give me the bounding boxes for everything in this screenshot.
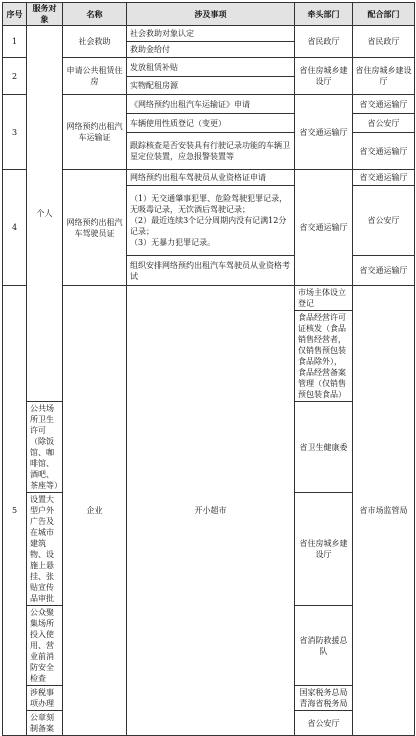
coop-cell: 省住房城乡建设厅	[353, 58, 415, 95]
coop-cell: 省交通运输厅	[353, 170, 415, 186]
target-cell: 个人	[27, 26, 63, 402]
header-cooperate: 配合部门	[353, 3, 415, 26]
coop-cell: 省公安厅	[353, 114, 415, 133]
target-cell: 企业	[63, 286, 127, 736]
coop-cell: 省交通运输厅	[353, 133, 415, 170]
table-row	[3, 286, 415, 311]
matter-cell: 组织安排网络预约出租汽车驾驶员从业资格考试	[127, 256, 295, 286]
table-row	[3, 26, 415, 42]
lead-cell: 省市场监管局	[353, 286, 415, 736]
lead-cell: 省民政厅	[295, 26, 353, 58]
coop-cell: 省住房城乡建设厅	[295, 493, 353, 606]
header-matters: 涉及事项	[127, 3, 295, 26]
header-name: 名称	[63, 3, 127, 26]
header-seq: 序号	[3, 3, 27, 26]
name-cell: 开小超市	[127, 286, 295, 736]
matter-cell: 跟踪核查是否安装具有行驶记录功能的车辆卫星定位装置，应急报警装置等	[127, 133, 295, 170]
header-target: 服务对象	[27, 3, 63, 26]
seq-cell: 4	[3, 170, 27, 286]
table-header-row	[3, 3, 415, 26]
matter-cell: 社会救助对象认定	[127, 26, 295, 42]
matter-cell: 公众聚集场所投入使用、营业前消防安全检查	[27, 606, 63, 686]
header-lead: 牵头部门	[295, 3, 353, 26]
coop-cell: 省民政厅	[353, 26, 415, 58]
table-row	[3, 58, 415, 77]
name-cell: 社会救助	[63, 26, 127, 58]
coop-cell: 省公安厅	[295, 711, 353, 736]
matter-cell: 发放租赁补贴	[127, 58, 295, 77]
lead-cell: 省交通运输厅	[295, 95, 353, 170]
matter-cell: 涉税事项办理	[27, 686, 63, 711]
seq-cell: 5	[3, 286, 27, 736]
matter-cell: 公章刻制备案	[27, 711, 63, 736]
coop-cell: 省交通运输厅	[353, 256, 415, 286]
coop-cell: 省卫生健康委	[295, 402, 353, 493]
coop-cell: 省消防救援总队	[295, 606, 353, 686]
name-cell: 网络预约出租汽车驾驶员证	[63, 170, 127, 286]
matter-cell: 食品经营许可证核发（食品销售经营者，仅销售预包装食品除外），食品经营备案管理（仅销售预包装食品）	[295, 311, 353, 402]
name-cell: 网络预约出租汽车运输证	[63, 95, 127, 170]
coop-cell: 国家税务总局青海省税务局	[295, 686, 353, 711]
matter-cell: 《网络预约出租汽车运输证》申请	[127, 95, 295, 114]
coop-cell: 省公安厅	[353, 186, 415, 256]
matter-cell: 市场主体设立登记	[295, 286, 353, 311]
lead-cell: 省住房城乡建设厅	[295, 58, 353, 95]
matter-cell: 车辆使用性质登记（变更）	[127, 114, 295, 133]
coop-cell: 省交通运输厅	[353, 95, 415, 114]
seq-cell: 3	[3, 95, 27, 170]
table-row	[3, 95, 415, 114]
seq-cell: 1	[3, 26, 27, 58]
lead-cell: 省交通运输厅	[295, 170, 353, 286]
matter-cell: 实物配租房源	[127, 77, 295, 95]
matter-cell: 公共场所卫生许可（除饭馆、咖啡馆、酒吧、茶座等）	[27, 402, 63, 493]
table-row	[3, 170, 415, 186]
seq-cell: 2	[3, 58, 27, 95]
matter-cell: 救助金给付	[127, 42, 295, 58]
name-cell: 申请公共租赁住房	[63, 58, 127, 95]
matter-cell: 网络预约出租车驾驶员从业资格证申请	[127, 170, 295, 186]
matter-cell: 设置大型户外广告及在城市建筑物、设施上悬挂、张贴宣传品审批	[27, 493, 63, 606]
service-table	[2, 2, 415, 736]
matter-cell: （1）无交通肇事犯罪、危险驾驶犯罪记录，无吸毒记录，无饮酒后驾驶记录； （2）最近连续3个记分周期内没有记满12分记录； （3）无暴力犯罪记录。	[127, 186, 295, 256]
